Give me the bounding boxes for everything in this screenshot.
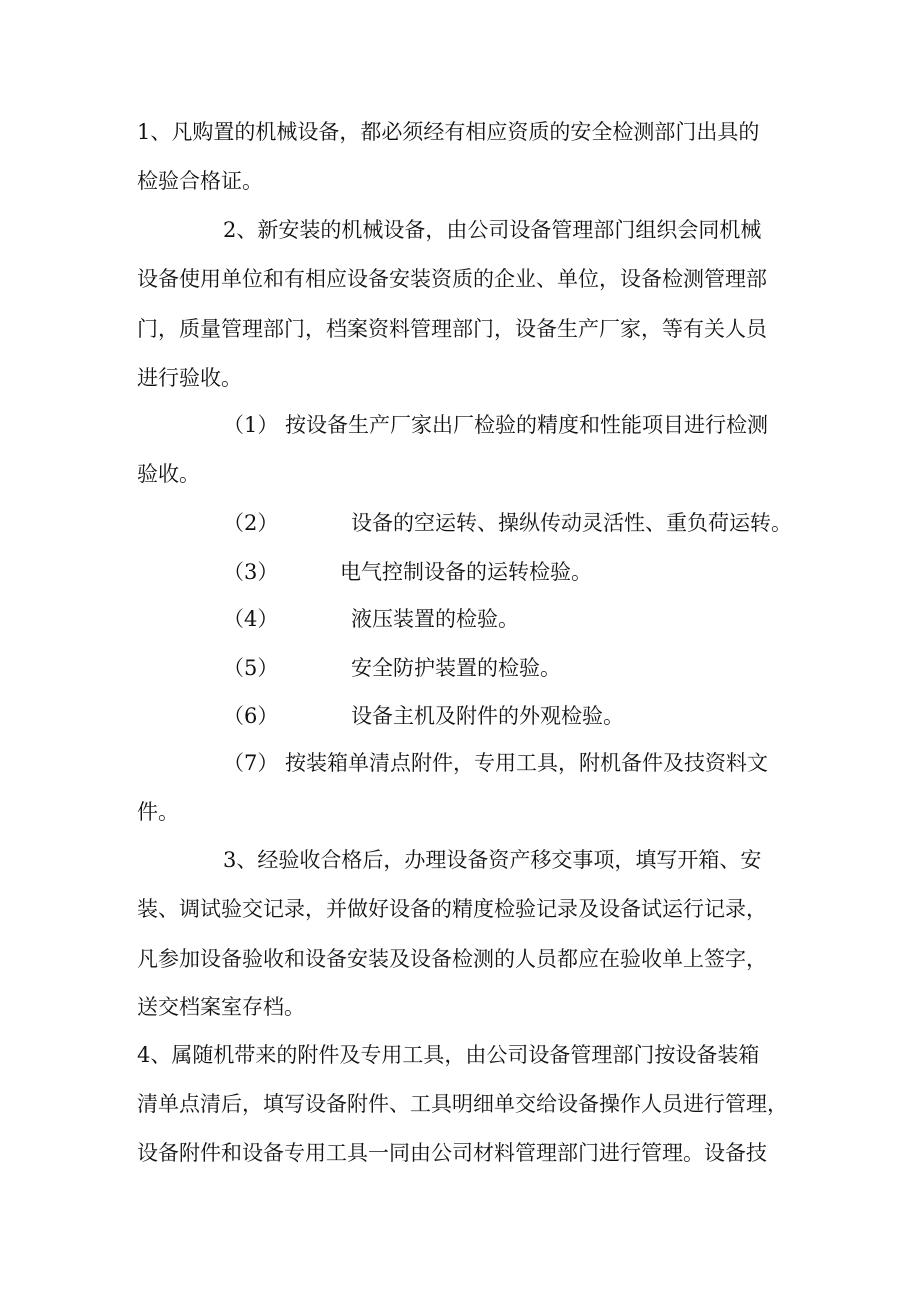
paragraph-4-line-3: 设备附件和设备专用工具一同由公司材料管理部门进行管理。设备技	[137, 1141, 767, 1165]
paragraph-1-line-2: 检验合格证。	[137, 169, 263, 193]
paragraph-2-line-3: 门，质量管理部门，档案资料管理部门，设备生产厂家，等有关人员	[137, 317, 767, 341]
item-5-text: 安全防护装置的检验。	[351, 656, 561, 680]
item-4-number: （4）	[223, 607, 279, 631]
item-6-text: 设备主机及附件的外观检验。	[351, 704, 624, 728]
paragraph-3-line-1: 3、经验收合格后，办理设备资产移交事项，填写开箱、安	[223, 848, 762, 872]
paragraph-3-line-2: 装、调试验交记录，并做好设备的精度检验记录及设备试运行记录，	[137, 897, 767, 921]
item-2-text: 设备的空运转、操纵传动灵活性、重负荷运转。	[351, 511, 792, 535]
paragraph-1-line-1: 1、凡购置的机械设备，都必须经有相应资质的安全检测部门出具的	[137, 120, 760, 144]
paragraph-2-line-4: 进行验收。	[137, 366, 242, 390]
item-6-number: （6）	[223, 704, 279, 728]
paragraph-3-line-3: 凡参加设备验收和设备安装及设备检测的人员都应在验收单上签字，	[137, 947, 767, 971]
paragraph-4-line-1: 4、属随机带来的附件及专用工具，由公司设备管理部门按设备装箱	[137, 1043, 760, 1067]
item-7-line-1: （7） 按装箱单清点附件，专用工具，附机备件及技资料文	[223, 751, 769, 775]
item-7-line-2: 件。	[137, 800, 179, 824]
item-5-number: （5）	[223, 656, 279, 680]
item-3-number: （3）	[223, 560, 279, 584]
item-4-text: 液压装置的检验。	[351, 607, 519, 631]
paragraph-2-line-1: 2、新安装的机械设备，由公司设备管理部门组织会同机械	[223, 218, 762, 242]
paragraph-3-line-4: 送交档案室存档。	[137, 995, 305, 1019]
item-2-number: （2）	[223, 511, 279, 535]
item-1-line-1: （1） 按设备生产厂家出厂检验的精度和性能项目进行检测	[223, 413, 769, 437]
item-3-text: 电气控制设备的运转检验。	[340, 560, 592, 584]
paragraph-4-line-2: 清单点清后，填写设备附件、工具明细单交给设备操作人员进行管理，	[137, 1092, 788, 1116]
paragraph-2-line-2: 设备使用单位和有相应设备安装资质的企业、单位，设备检测管理部	[137, 267, 767, 291]
item-1-line-2: 验收。	[137, 462, 200, 486]
